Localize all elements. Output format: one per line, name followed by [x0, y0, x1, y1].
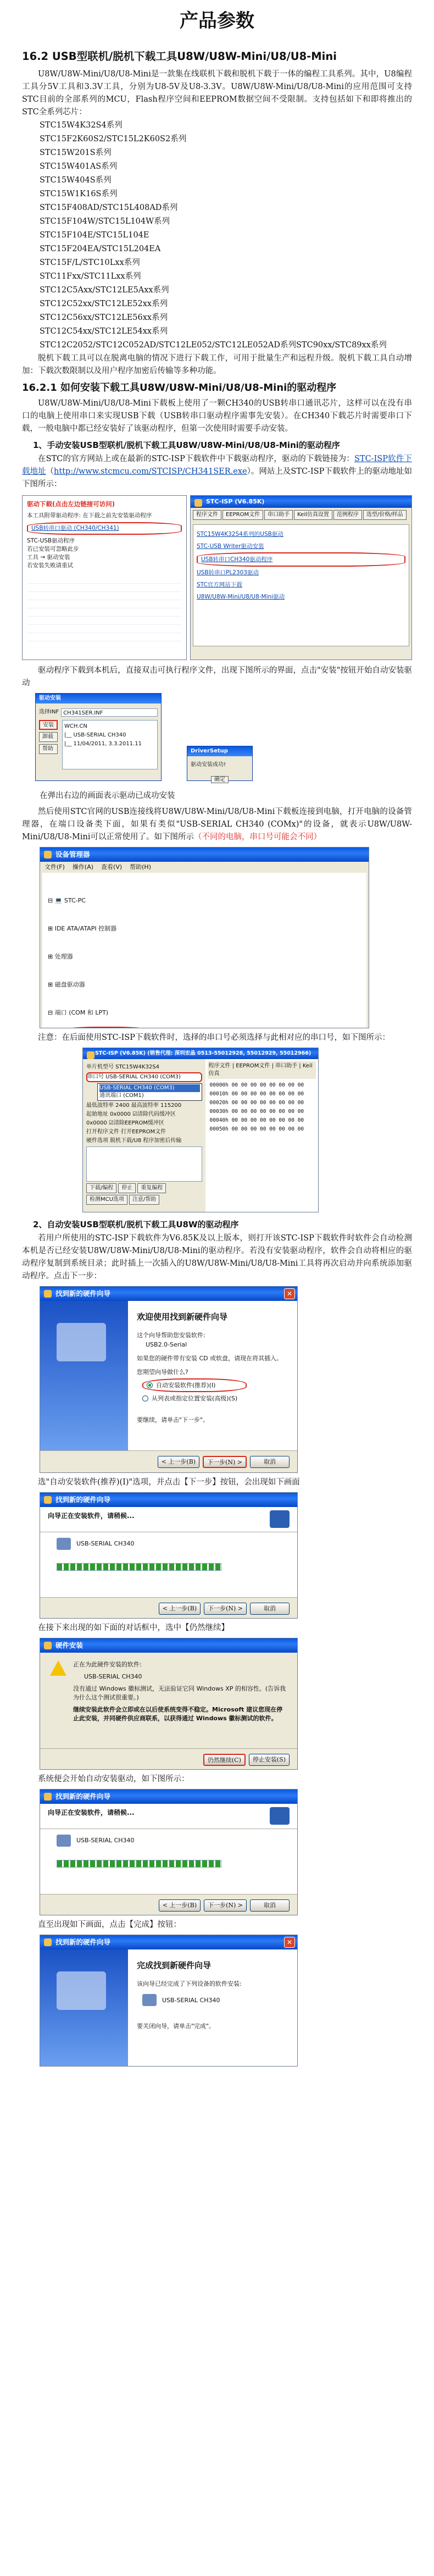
isp-tab[interactable]: 程序文件: [193, 510, 221, 520]
isp-driver-list: [193, 524, 409, 646]
wizard-installing-window-2: [40, 1789, 298, 1915]
tree-item[interactable]: ⊞ 磁盘驱动器: [48, 981, 85, 988]
hardware-install-buttons: [40, 1748, 297, 1770]
website-screenshot: [22, 495, 187, 660]
chip-item: STC12C56xx/STC12LE56xx系列: [40, 313, 168, 322]
website-line: 本工具附带驱动程序: 在下载之前先安装驱动程序: [27, 512, 152, 519]
chip-item: STC15W404S系列: [40, 176, 112, 185]
install-progress-bar: [57, 1563, 221, 1571]
port-option-selected[interactable]: USB-SERIAL CH340 (COM3): [99, 1084, 200, 1092]
ch340-driver-link[interactable]: USB转串口驱动 (CH340/CH341): [27, 522, 182, 535]
manual-p1: 在STC的官方网站上或在最新的STC-ISP下载软件中下载驱动程序，驱动的下载链接为：STC-ISP软件下载地址（http://www.stcmcu.com/STCISP/CH341SER.exe）。网站上及STC-ISP下载软件上的驱动地址如下图所示：: [22, 455, 413, 489]
back-button[interactable]: < 上一步(B): [158, 1456, 199, 1468]
menu-file[interactable]: 文件(F): [44, 863, 65, 871]
chip-item: STC15W4K32S4系列: [40, 121, 123, 130]
isp-driver-item[interactable]: STC15W4K32S4系列的USB驱动: [197, 531, 283, 538]
hex-line: 00000h 00 00 00 00 00 00 00 00: [209, 1082, 304, 1088]
warning-device: USB-SERIAL CH340: [84, 1673, 142, 1680]
isp-tab[interactable]: 范例程序: [333, 510, 362, 520]
section-intro: U8W/U8W-Mini/U8/U8-Mini是一款集在线联机下载和脱机下载于一体的编程工具系列。其中，U8编程工具分5V工具和3.3V工具，分别为U8-5V及U8-3.3V。U8W/U8W-Mini/U8/U8-Mini的应用范围可支持STC目前的全部系列的MCU，Flash程序空间和EEPROM数据空间不受限制。支持包括如下和即将推出的STC全系列芯片：: [22, 70, 412, 117]
chip-item: STC15W401AS系列: [40, 162, 118, 171]
driver-vendor: WCH.CN: [64, 723, 87, 729]
auto-install-label: 自动安装软件(推荐)(I): [156, 1382, 216, 1389]
wizard-buttons: [40, 1450, 297, 1472]
tree-item[interactable]: ⊞ IDE ATA/ATAPI 控制器: [48, 925, 117, 932]
cancel-button[interactable]: 取消: [250, 1603, 290, 1615]
auto-p1: 若用户所使用的STC-ISP下载软件为V6.85K及以上版本，则打开该STC-ISP下载软件时软件会自动检测本机是否已经安装U8W/U8W-Mini/U8/U8-Mini的驱动程序。若没有安装驱动程序，软件会自动将相应的驱动程序复制到系统目录；此时插上一次插入的U8W/U8W-Mini/U8/U8-Mini工具将再次启动并向系统添加驱动程序。点击下一步：: [22, 1234, 412, 1281]
wizard-buttons: [40, 1894, 297, 1915]
isp-row: 单片机型号 STC15W4K32S4: [86, 1064, 159, 1070]
auto-p4: 系统便会开始自动安装驱动，如下图所示：: [38, 1775, 190, 1783]
wizard-banner: [40, 1949, 128, 2066]
next-button[interactable]: 下一步(N) >: [204, 1899, 247, 1912]
install-button[interactable]: 安装: [39, 720, 58, 730]
driver-success-dialog: [187, 746, 253, 781]
wizard-finish-line: 要关闭向导，请单击"完成"。: [137, 2023, 215, 2030]
isp-driver-item-ch340[interactable]: USB转串口CH340驱动程序: [197, 552, 405, 567]
warning-heading: 正在为此硬件安装的软件:: [73, 1661, 142, 1668]
wizard-content: [128, 1301, 297, 1450]
auto-p2: 选"自动安装软件(推荐)(I)"选项，并点击【下一步】按钮，会出现如下画面: [38, 1478, 300, 1487]
repeat-button[interactable]: 重复编程: [137, 1183, 166, 1193]
device-name: USB-SERIAL CH340: [76, 1540, 135, 1547]
wizard-installing-header: 向导正在安装软件，请稍候...: [48, 1512, 135, 1520]
chip-item: STC12C5Axx/STC12LE5Axx系列: [40, 286, 169, 295]
chip-item: STC15F408AD/STC15L408AD系列: [40, 203, 178, 212]
wizard-title: 找到新的硬件向导: [40, 1790, 297, 1804]
driver-success-text: 驱动安装成功!: [191, 762, 226, 768]
isp-row: 起始地址 0x0000 ☑清除代码缓冲区: [86, 1111, 176, 1117]
website-heading: 驱动下载(点击左边链接可访问): [27, 500, 115, 508]
menu-view[interactable]: 查看(V): [101, 863, 123, 871]
website-line: STC-USB驱动程序: [27, 538, 75, 544]
isp-row: 最低波特率 2400 最高波特率 115200: [86, 1103, 182, 1109]
isp-button-bar: [86, 1183, 202, 1205]
isp-driver-item[interactable]: USB转串口PL2303驱动: [197, 569, 259, 576]
device-name: USB-SERIAL CH340: [162, 1996, 220, 2004]
chip-item: STC15F104W/STC15L104W系列: [40, 217, 170, 226]
manual-p4: [22, 806, 412, 844]
isp-row: 0x0000 ☑清除EEPROM缓冲区: [86, 1120, 164, 1126]
wizard-welcome-window: [40, 1286, 298, 1473]
manual-p3: 在弹出右边的画面表示驱动已成功安装: [40, 791, 175, 800]
close-icon[interactable]: ✕: [284, 1937, 295, 1948]
inf-field[interactable]: CH341SER.INF: [61, 708, 158, 717]
isp-row: 硬件选项 脱机下载/U8 程序加密后传输: [86, 1138, 182, 1144]
next-button[interactable]: 下一步(N) >: [204, 1603, 247, 1615]
chip-item: STC12C54xx/STC12LE54xx系列: [40, 327, 168, 336]
isp-tabs: [191, 508, 411, 522]
wizard-finish-content: [128, 1949, 297, 2066]
driver-intro: U8W/U8W-Mini/U8/U8-Mini下载板上使用了一颗CH340的USB转串口通讯芯片，这样可以在没有串口的电脑上使用串口来实现USB下载（USB转串口驱动程序需事先安装）。在CH340下载芯片时需要串口下载，一般电脑中都已经安装好了该驱动程序，但第一次使用时需要手动安装。: [22, 399, 412, 433]
install-dialog-figure: [22, 693, 412, 786]
isp-driver-item[interactable]: STC-USB Writer驱动安装: [197, 543, 264, 550]
wizard-title: 找到新的硬件向导: [40, 1493, 297, 1507]
driver-version: |__ 11/04/2011, 3.3.2011.11: [64, 741, 142, 747]
isp-tab[interactable]: EEPROM文件: [222, 510, 263, 520]
hardware-install-title: 硬件安装: [40, 1638, 297, 1653]
driver-desc: |__ USB-SERIAL CH340: [64, 732, 126, 738]
isp-tab[interactable]: 选型/价格/样品: [363, 510, 407, 520]
isp-code-panel: [205, 1059, 318, 1212]
chip-item: STC15F104E/STC15L104E: [40, 231, 149, 240]
website-text-block: [27, 575, 182, 647]
device-manager-title: 设备管理器: [40, 847, 369, 862]
device-manager-menu: [40, 862, 369, 873]
wizard-line: 如果您的硬件带有安装 CD 或软盘，请现在将其插入。: [137, 1355, 283, 1362]
chip-list: [22, 119, 412, 352]
chip-item: STC12C52xx/STC12LE52xx系列: [40, 300, 168, 308]
wizard-question: 您期望向导做什么?: [137, 1369, 188, 1376]
device-tree: [42, 873, 366, 1028]
manual-p1-text: 在STC的官方网站上或在最新的STC-ISP下载软件中下载驱动程序，驱动的下载链接为：: [38, 455, 354, 463]
isp-title: STC-ISP (V6.85K): [191, 496, 411, 508]
inf-label: 选择INF: [39, 709, 59, 715]
section-heading-16-2: 16.2 USB型联机/脱机下载工具U8W/U8W-Mini/U8/U8-Mini: [22, 50, 337, 63]
chip-item: STC15F2K60S2/STC15L2K60S2系列: [40, 135, 187, 143]
auto-install-option[interactable]: [142, 1378, 247, 1392]
isp-tab[interactable]: 串口助手: [264, 510, 293, 520]
hex-line: 00050h 00 00 00 00 00 00 00 00: [209, 1126, 304, 1132]
wizard-continue: 要继续，请单击"下一步"。: [137, 1416, 209, 1423]
radio-icon: [142, 1395, 148, 1401]
isp-tab[interactable]: Keil仿真设置: [294, 510, 332, 520]
auto-p5: 直至出现如下画面，点击【完成】按钮：: [38, 1920, 181, 1929]
close-icon[interactable]: ✕: [284, 1288, 295, 1299]
device-icon: [142, 1994, 157, 2006]
auto-p3: 在接下来出现的如下面的对话框中，选中【仍然继续】: [38, 1624, 229, 1632]
device-icon: [57, 1835, 71, 1847]
wizard-buttons: [40, 1597, 297, 1619]
tree-item[interactable]: ⊟ 端口 (COM 和 LPT): [48, 1009, 109, 1016]
cancel-button[interactable]: 取消: [250, 1456, 290, 1468]
isp-code-tabs[interactable]: 程序文件 | EEPROM文件 | 串口助手 | Keil仿真: [208, 1061, 316, 1079]
page-title: 产品参数: [180, 10, 254, 32]
tree-item[interactable]: ⊟ 💻 STC-PC: [48, 897, 86, 904]
next-button[interactable]: 下一步(N) >: [203, 1456, 247, 1468]
manual-p4-note: （不同的电脑，串口号可能会不同）: [193, 833, 321, 841]
chip-item: STC15W201S系列: [40, 148, 112, 157]
check-mcu-button[interactable]: 检测MCU选项: [86, 1195, 127, 1205]
device-icon: [57, 1538, 71, 1550]
wizard-finish-heading: 完成找到新硬件向导: [137, 1960, 212, 1970]
hardware-install-dialog: [40, 1638, 298, 1770]
isp-row: 打开程序文件 打开EEPROM文件: [86, 1129, 166, 1135]
menu-action[interactable]: 操作(A): [72, 863, 94, 871]
chip-item: STC11Fxx/STC11Lxx系列: [40, 272, 141, 281]
stop-install-button[interactable]: 停止安装(S): [249, 1754, 290, 1766]
install-progress-bar: [57, 1860, 221, 1868]
wizard-finish-window: [40, 1935, 298, 2067]
manual-p5: 注意：在后面使用STC-ISP下载软件时，选择的串口号必须选择与此相对应的串口号，如下图所示：: [38, 1033, 391, 1042]
port-select[interactable]: 串口号 USB-SERIAL CH340 (COM3): [86, 1072, 202, 1082]
driver-download-figure: [22, 495, 412, 660]
help-button[interactable]: 注意/帮助: [129, 1195, 159, 1205]
isp-option-box: [86, 1146, 202, 1182]
device-manager-window: [40, 847, 369, 1028]
wizard-finish-line: 该向导已经完成了下列设备的软件安装:: [137, 1980, 242, 1987]
download-link-label[interactable]: STC-ISP软件下载地址: [22, 455, 412, 476]
wizard-title: 找到新的硬件向导 ✕: [40, 1935, 297, 1949]
back-button[interactable]: < 上一步(B): [159, 1899, 201, 1912]
wizard-installing-header: 向导正在安装软件，请稍候...: [48, 1809, 135, 1816]
isp-driver-screenshot: [190, 495, 412, 660]
wizard-title: 找到新的硬件向导 ✕: [40, 1287, 297, 1301]
manual-p2: 驱动程序下载到本机后，直接双击可执行程序文件，出现下图所示的界面，点击"安装"按钮开始自动安装驱动: [22, 666, 412, 688]
website-line: 工具 → 驱动安装: [27, 554, 70, 561]
driver-setup-window: [35, 693, 162, 781]
manual-install-heading: 1、手动安装USB型联机/脱机下载工具U8W/U8W-Mini/U8/U8-Mini的驱动程序: [33, 440, 340, 450]
chip-item: STC12C2052/STC12C052AD/STC12LE052/STC12LE052AD系列STC90xx/STC89xx系列: [40, 341, 387, 350]
manual-install-option[interactable]: [142, 1394, 288, 1403]
uninstall-button[interactable]: 卸载: [39, 732, 58, 742]
driver-success-title: DriverSetup: [187, 746, 252, 756]
continue-anyway-button[interactable]: 仍然继续(C): [203, 1754, 246, 1766]
stc-isp-title: STC-ISP (V6.85K) (销售代理: 深圳宏晶 0513-55012928, 55012929, 55012966): [83, 1048, 318, 1059]
warning-icon: [50, 1660, 66, 1676]
website-line: 若已安装可忽略此步: [27, 546, 79, 552]
driver-setup-title: 驱动安装: [36, 694, 161, 703]
wizard-heading: 欢迎使用找到新硬件向导: [137, 1312, 228, 1322]
stc-isp-window: [82, 1048, 319, 1212]
wizard-banner: [40, 1301, 128, 1450]
hex-line: 00030h 00 00 00 00 00 00 00 00: [209, 1109, 304, 1115]
radio-selected-icon: [147, 1382, 153, 1388]
isp-driver-item[interactable]: U8W/U8W-Mini/U8/U8-Mini驱动: [197, 594, 285, 600]
section-outro: 脱机下载工具可以在脱离电脑的情况下进行下载工作，可用于批量生产和远程升级。脱机下载工具自动增加：下载次数限制以及用户程序加密后传输等多种功能。: [22, 354, 412, 375]
back-button[interactable]: < 上一步(B): [159, 1603, 201, 1615]
manual-p4-text: 然后使用STC官网的USB连接线将U8W/U8W-Mini/U8/U8-Mini下载板连接到电脑，打开电脑的设备管理器，在端口设备类下面，如果有类似"USB-SERIAL CH340 (COMx)"的设备，就表示U8W/U8W-Mini/U8/U8-Mini可以正常使用了。如下图所示: [22, 807, 412, 841]
hex-line: 00040h 00 00 00 00 00 00 00 00: [209, 1117, 304, 1123]
warning-line: 没有通过 Windows 徽标测试，无法验证它同 Windows XP 的相容性。(告诉我为什么这个测试很重要。): [73, 1685, 286, 1701]
auto-install-heading: 2、自动安装USB型联机/脱机下载工具U8W的驱动程序: [33, 1220, 239, 1229]
port-option[interactable]: 通讯端口 (COM1): [99, 1093, 144, 1099]
isp-settings-panel: [83, 1059, 205, 1212]
isp-driver-item[interactable]: STC官方网站下载: [197, 581, 242, 588]
download-url-link[interactable]: http://www.stcmcu.com/STCISP/CH341SER.exe: [54, 467, 247, 476]
chip-item: STC15F204EA/STC15L204EA: [40, 245, 161, 253]
wizard-installing-window: [40, 1492, 298, 1619]
help-button[interactable]: 帮助: [39, 744, 58, 754]
hardware-icon: [270, 1510, 290, 1528]
device-name: USB-SERIAL CH340: [76, 1837, 135, 1844]
menu-help[interactable]: 帮助(H): [130, 863, 151, 871]
section-heading-16-2-1: 16.2.1 如何安装下载工具U8W/U8W-Mini/U8/U8-Mini的驱动程序: [22, 382, 337, 394]
hex-line: 00020h 00 00 00 00 00 00 00 00: [209, 1100, 304, 1106]
website-line: 若安装失败请重试: [27, 562, 73, 569]
stop-button[interactable]: 停止: [118, 1183, 136, 1193]
cancel-button[interactable]: 取消: [250, 1899, 290, 1912]
warning-line: 继续安装此软件会立即或在以后使系统变得不稳定。Microsoft 建议您现在停止此安装，并同硬件供应商联系，以获得通过 Windows 徽标测试的软件。: [73, 1706, 283, 1722]
hex-line: 00010h 00 00 00 00 00 00 00 00: [209, 1091, 304, 1097]
wizard-device: USB2.0-Serial: [146, 1341, 187, 1348]
manual-p1-after: 。网站上及STC-ISP下载软件上的驱动地址如下图所示：: [22, 467, 413, 489]
tree-item[interactable]: ⊞ 处理器: [48, 953, 73, 960]
chip-item: STC15F/L/STC10Lxx系列: [40, 258, 140, 267]
port-dropdown: [97, 1083, 202, 1101]
manual-install-label: 从列表或指定位置安装(高级)(S): [152, 1395, 238, 1402]
ok-button[interactable]: 确定: [211, 776, 229, 783]
hardware-icon: [270, 1807, 290, 1825]
tree-item-ch340-port[interactable]: [59, 1027, 153, 1028]
wizard-line: 这个向导帮助您安装软件:: [137, 1332, 205, 1339]
download-button[interactable]: 下载/编程: [86, 1183, 116, 1193]
chip-item: STC15W1K16S系列: [40, 190, 118, 198]
